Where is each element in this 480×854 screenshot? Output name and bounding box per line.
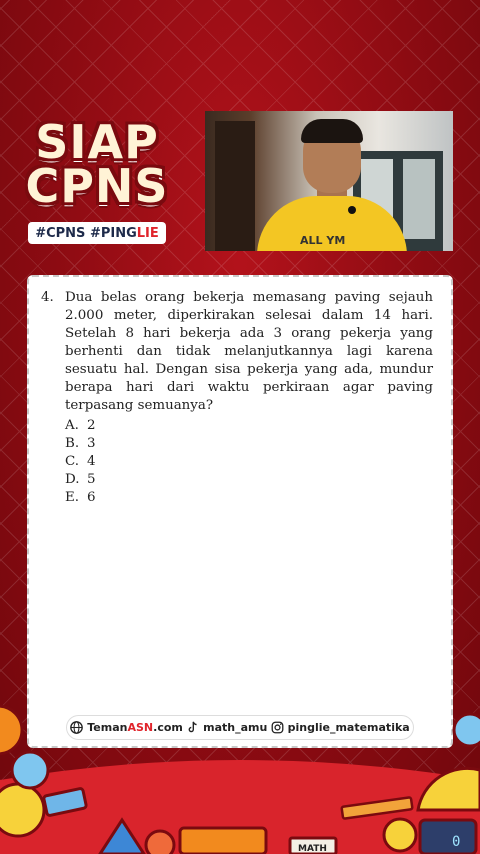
percent-icon: [384, 819, 416, 851]
bottom-decorations: [0, 700, 480, 854]
tiktok-link[interactable]: math_amu: [186, 721, 267, 734]
question-number: 4.: [41, 290, 54, 305]
abc-badge-icon: [454, 714, 480, 746]
question-text: Dua belas orang bekerja memasang paving sejauh 2.000 meter, diperkirakan selesai dalam 14 hari. Setelah 8 hari bekerja ada 3 orang pekerja yang berhenti dan tidak melanjutkannya lagi karena sesuatu hal. Dengan sisa pekerja yang ada, mundur berapa hari dari waktu perkiraan agar paving terpasang semuanya?: [65, 290, 433, 413]
globe-deco-icon: [12, 752, 48, 788]
website-link[interactable]: TemanASN.com: [70, 721, 183, 734]
logo-line-2: CPNS: [25, 159, 169, 213]
hashtag-lie: LIE: [136, 225, 159, 241]
question-card: [27, 275, 453, 748]
option-c[interactable]: C. 4: [65, 454, 96, 469]
ball-icon: [146, 831, 174, 854]
shirt-text: ALL YM: [300, 234, 346, 247]
option-a[interactable]: A. 2: [65, 418, 96, 433]
option-d[interactable]: D. 5: [65, 472, 96, 487]
option-b[interactable]: B. 3: [65, 436, 96, 451]
calculator-icon: [420, 820, 476, 854]
hashtag-ping: #PING: [89, 225, 137, 241]
abacus-icon: [180, 828, 266, 854]
answer-options: [65, 417, 433, 507]
instagram-link[interactable]: pinglie_matematika: [271, 721, 410, 734]
calculator-digit: 0: [452, 834, 461, 850]
siap-cpns-logo: [22, 115, 172, 213]
presenter-hair: [301, 119, 363, 143]
presenter-video[interactable]: [205, 111, 453, 251]
gear-icon: [0, 706, 22, 754]
hashtag-cpns: #CPNS: [35, 225, 86, 241]
microphone-icon: [348, 206, 356, 214]
hashtag-badge: [28, 222, 166, 244]
logo-line-1: SIAP: [35, 115, 159, 169]
lightbulb-icon: [0, 784, 44, 836]
video-door: [215, 121, 255, 251]
math-book-label: MATH: [298, 844, 327, 854]
option-e[interactable]: E. 6: [65, 490, 96, 505]
